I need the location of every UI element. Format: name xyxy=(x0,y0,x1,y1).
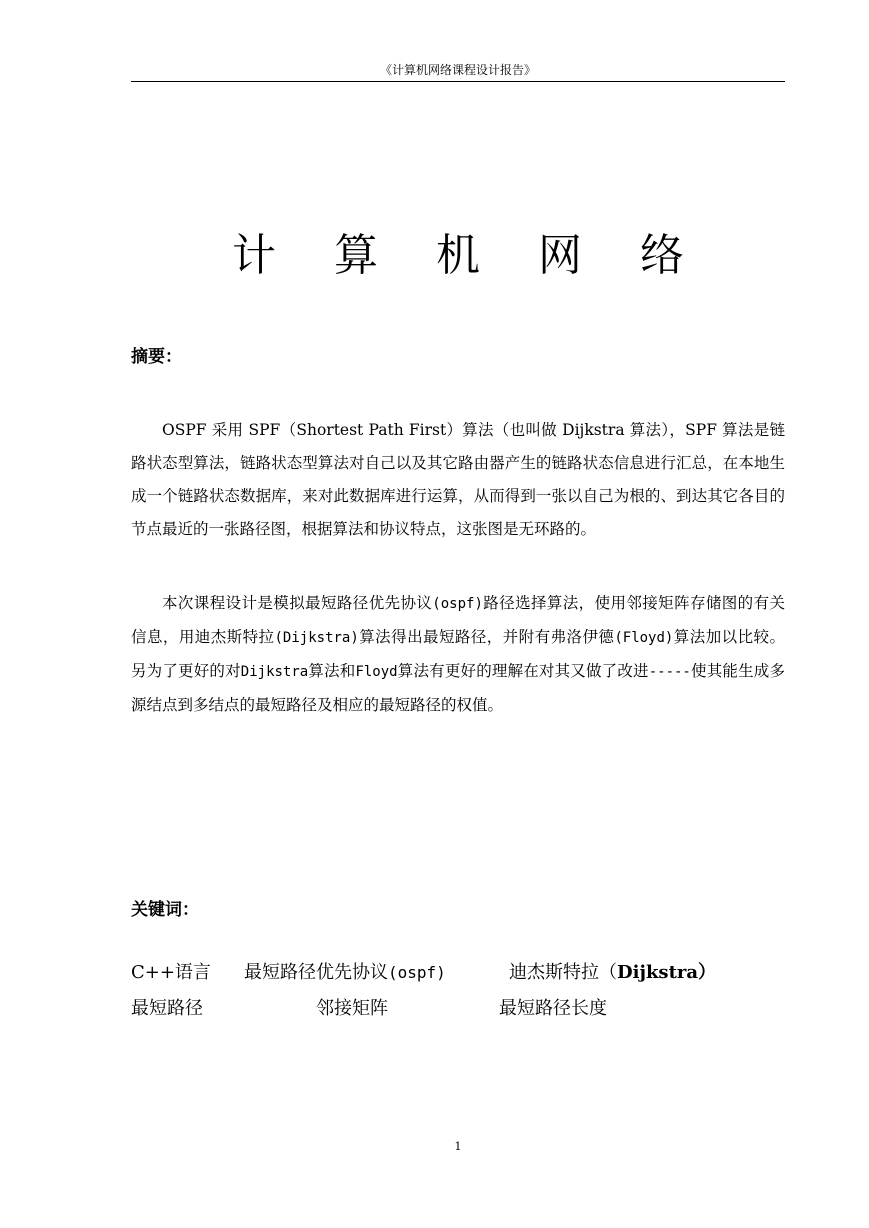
abstract-paragraph-1: OSPF 采用 SPF（Shortest Path First）算法（也叫做 Dijkstra 算法），SPF 算法是链路状态型算法，链路状态型算法对自己以及其它路由器产生的链路状态信息进行汇总，在本地生成一个链路状态数据库，来对此数据库进行运算，从而得到一张以自己为根的、到达其它各目的节点最近的一张路径图，根据算法和协议特点，这张图是无环路的。 xyxy=(131,421,785,538)
p2-dashes: ----- xyxy=(648,664,691,680)
p2-text-i: 算法和 xyxy=(308,662,356,680)
keyword-ospf-code: (ospf) xyxy=(388,963,446,982)
p2-text-g: 算法加以比较。另为了更好的对 xyxy=(131,628,785,680)
keywords-heading: 关键词： xyxy=(131,900,199,920)
p2-code-floyd-2: Floyd xyxy=(355,664,398,680)
abstract-heading: 摘要： xyxy=(131,347,182,367)
keyword-adjacency-matrix: 邻接矩阵 xyxy=(316,998,388,1019)
header-divider xyxy=(131,81,785,82)
keyword-dijkstra-bold: Dijkstra xyxy=(617,962,699,983)
p2-text-m: 使其能生成多源结点到多结点的最短路径及相应的最短路径的权值。 xyxy=(131,662,785,714)
p2-text-a: 本次课程设计是模拟最短路径优先协议 xyxy=(162,594,433,612)
keyword-shortest-path: 最短路径 xyxy=(131,998,203,1019)
p2-code-ospf: (ospf) xyxy=(432,596,483,612)
p2-code-dijkstra-2: Dijkstra xyxy=(240,664,309,680)
keyword-ospf-text: 最短路径优先协议 xyxy=(244,962,388,983)
p2-code-dijkstra: (Dijkstra) xyxy=(274,630,359,646)
p2-text-c: 路径选择算法，使用邻接矩阵存储图的有关信息，用迪杰斯特拉 xyxy=(131,594,785,646)
keyword-shortest-path-length: 最短路径长度 xyxy=(499,998,607,1019)
p2-code-floyd: (Floyd) xyxy=(614,630,674,646)
page-number: 1 xyxy=(454,1140,462,1153)
p2-text-e: 算法得出最短路径，并附有弗洛伊德 xyxy=(358,628,615,646)
abstract-paragraph-2 xyxy=(131,587,785,722)
keyword-dijkstra xyxy=(509,960,716,986)
keyword-dijkstra-text: 迪杰斯特拉（ xyxy=(509,962,617,983)
keyword-dijkstra-close: ） xyxy=(698,962,717,983)
keyword-cpp: C++语言 xyxy=(131,962,211,983)
p2-text-k: 算法有更好的理解在对其又做了改进 xyxy=(397,662,649,680)
document-title: 计 算 机 网 络 xyxy=(232,230,706,281)
running-header: 《计算机网络课程设计报告》 xyxy=(379,63,536,77)
keyword-ospf xyxy=(244,960,446,986)
